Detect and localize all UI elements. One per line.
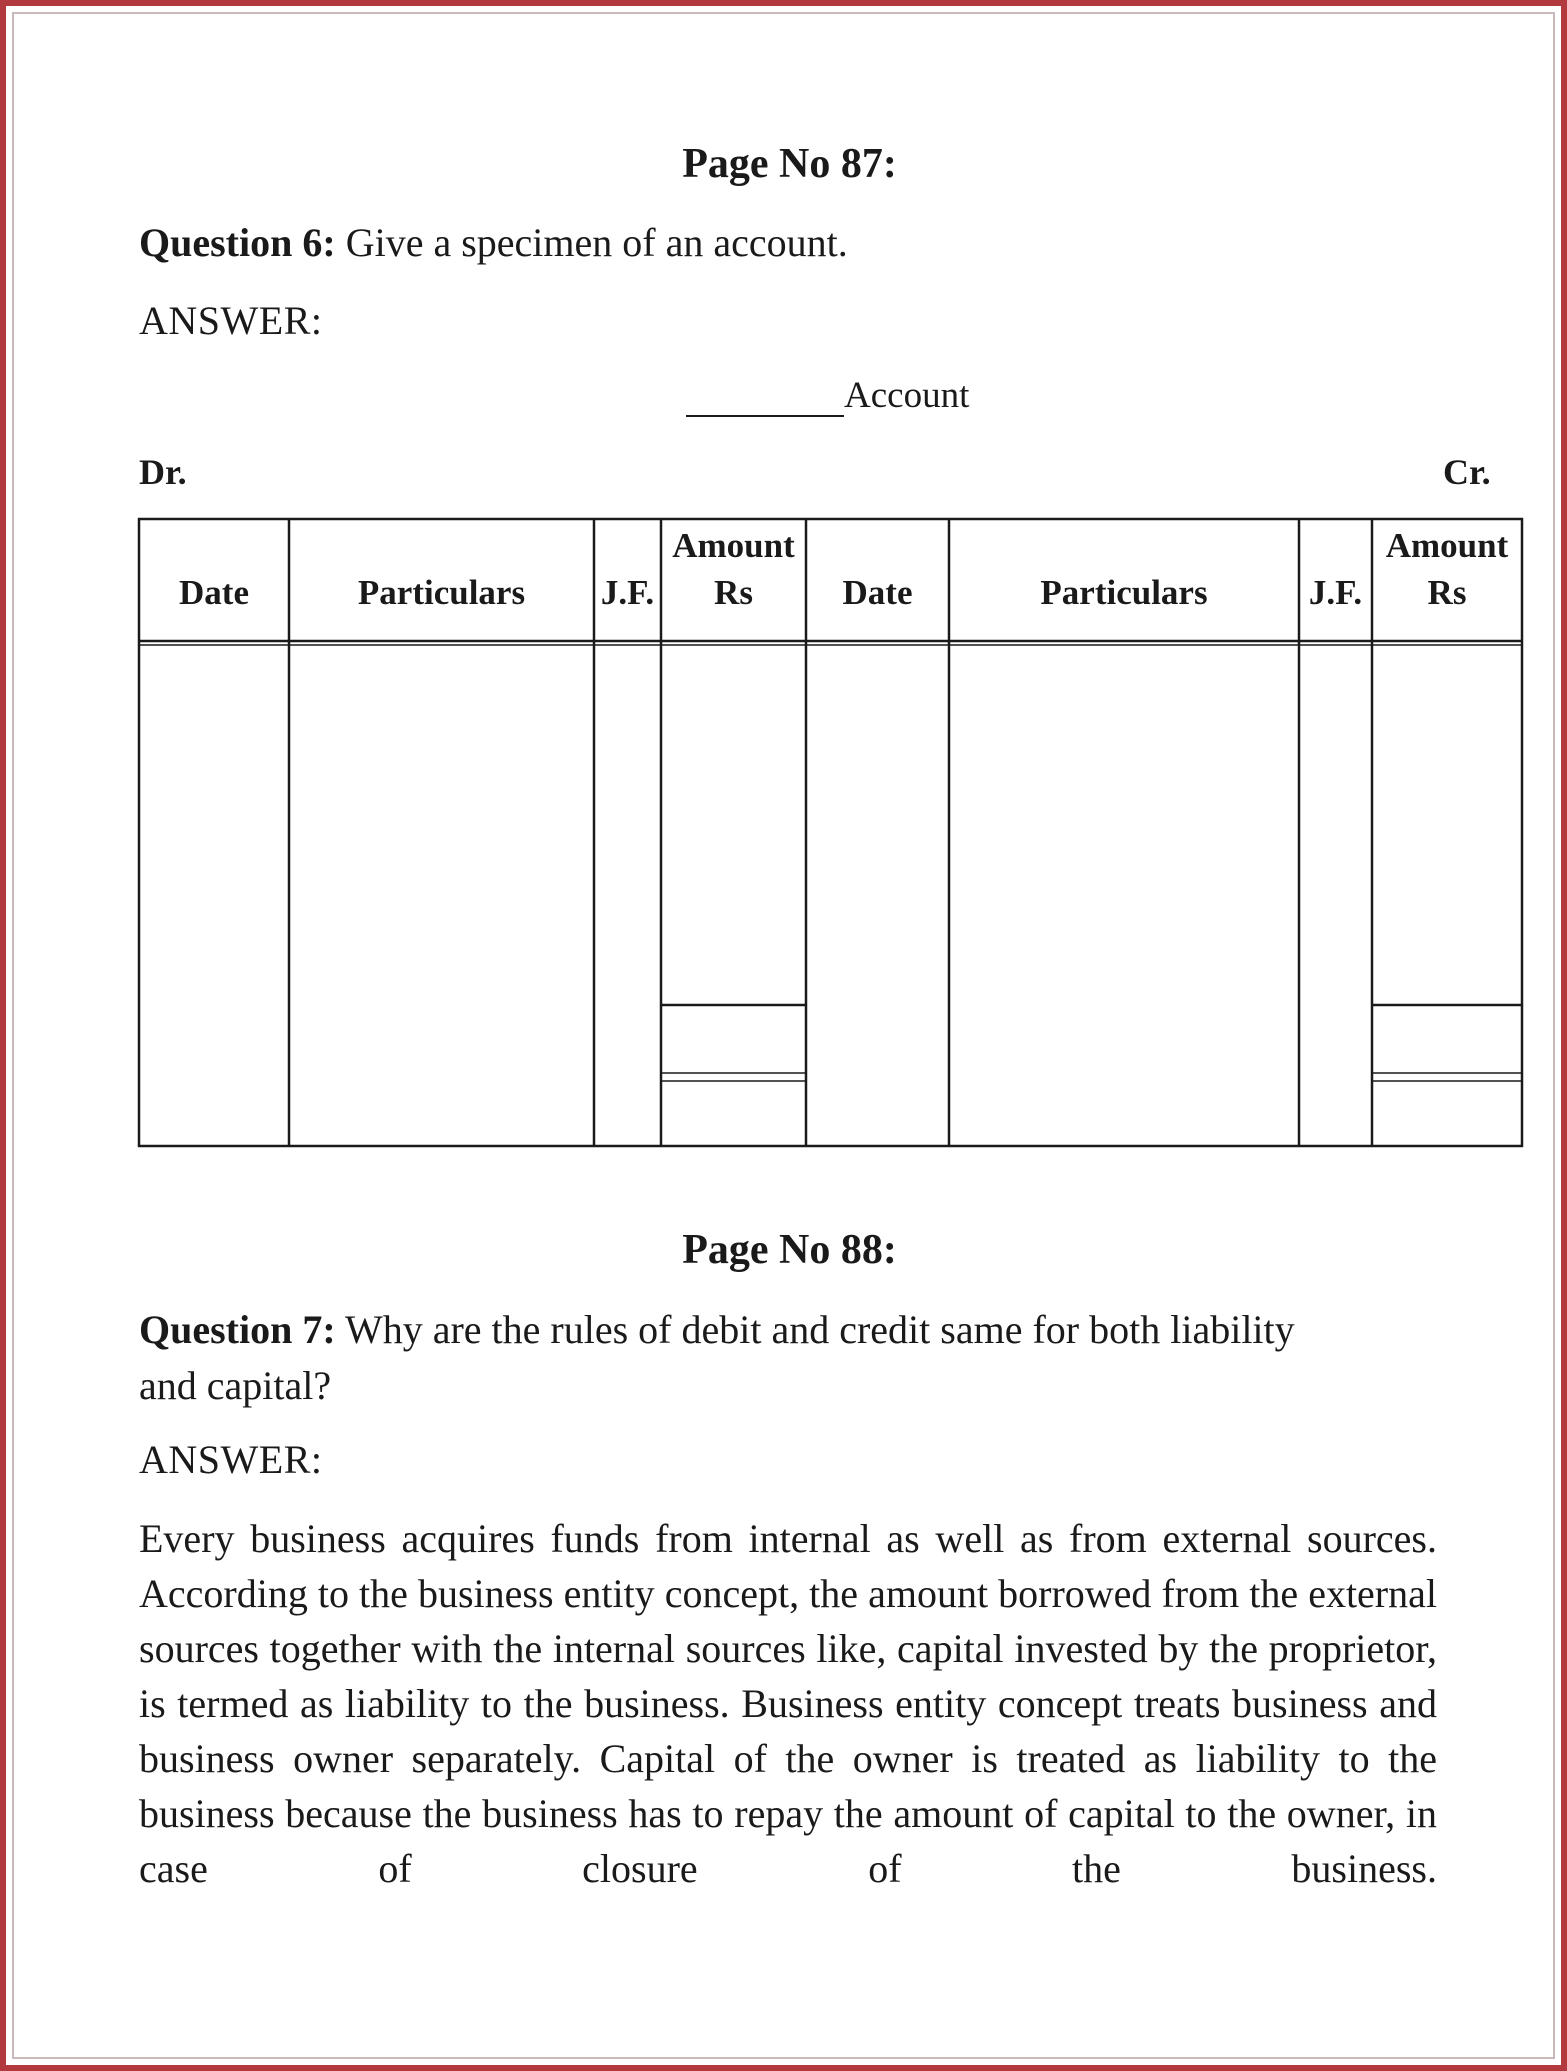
page-88-heading: Page No 88: <box>682 1227 897 1273</box>
page-87-heading: Page No 87: <box>682 141 897 187</box>
answer-6-label: ANSWER: <box>139 298 323 343</box>
col-head-date-dr: Date <box>179 573 249 612</box>
col-head-jf-cr: J.F. <box>1308 573 1363 612</box>
col-head-particulars-cr: Particulars <box>1040 573 1208 612</box>
answer-7-label: ANSWER: <box>139 1437 323 1482</box>
question-7-text-line2: and capital? <box>139 1363 332 1408</box>
question-7 <box>139 1302 1439 1358</box>
amount-label: Amount <box>1385 526 1509 565</box>
col-head-amount-cr <box>1372 522 1522 616</box>
amount-label: Amount <box>672 526 795 565</box>
currency-label: Rs <box>1427 573 1467 612</box>
col-head-date-cr: Date <box>842 573 913 612</box>
question-7-text-line1: Why are the rules of debit and credit same for both liability <box>335 1307 1295 1352</box>
question-7-label: Question 7: <box>139 1307 336 1352</box>
col-head-jf-dr: J.F. <box>600 573 655 612</box>
credit-label: Cr. <box>1443 452 1491 492</box>
question-6-text: Give a specimen of an account. <box>335 220 848 265</box>
currency-label: Rs <box>714 573 753 612</box>
col-head-amount-dr <box>661 522 806 616</box>
answer-7-paragraph: Every business acquires funds from internal as well as from external sources. According to the business entity concept, the amount borrowed from the external sources together with the internal sources like, capital invested by the proprietor, is termed as liability to the business. Business entity concept treats business and business owner separately. Capital of the owner is treated as liability to the business because the business has to repay the amount of capital to the owner, in case of closure of the business. <box>139 1516 1437 1891</box>
debit-label: Dr. <box>139 452 187 492</box>
question-6-label: Question 6: <box>139 220 336 265</box>
col-head-particulars-dr: Particulars <box>357 573 526 612</box>
account-title-text: Account <box>844 375 970 416</box>
